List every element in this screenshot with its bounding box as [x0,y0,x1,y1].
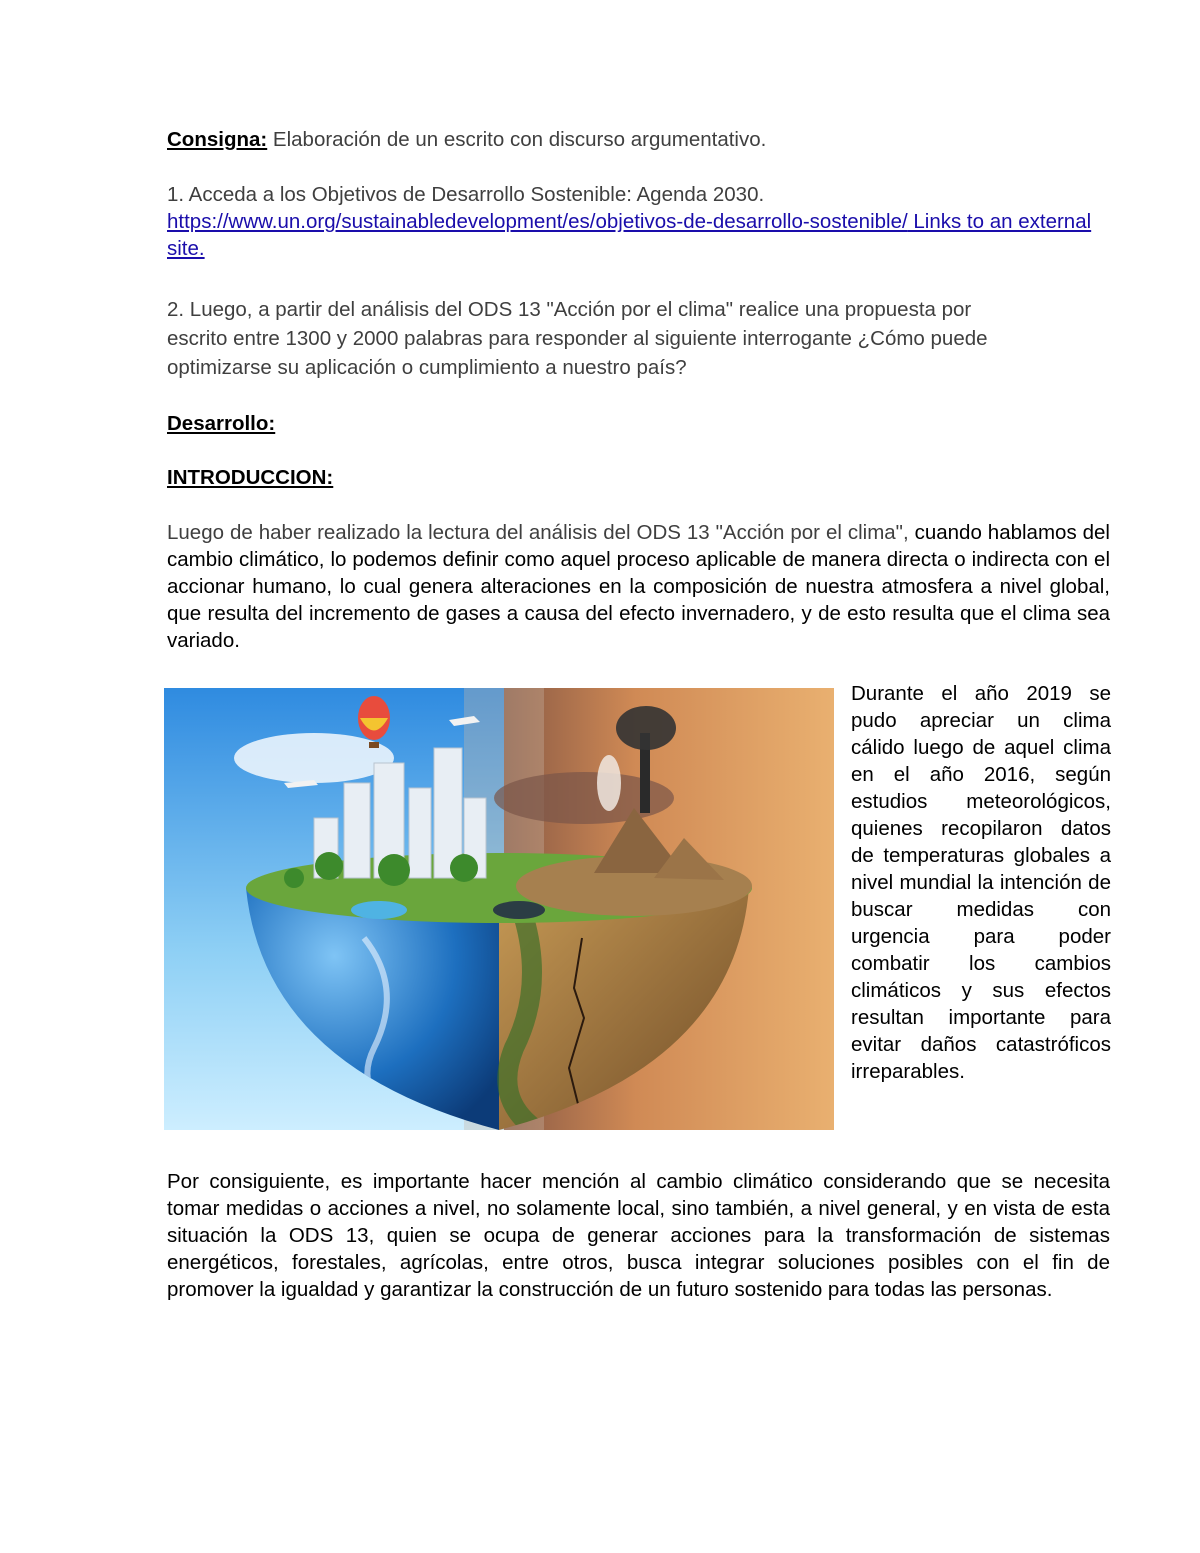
consigna-text: Elaboración de un escrito con discurso argumentativo. [267,128,767,151]
closing-paragraph: Por consiguiente, es importante hacer mención al cambio climático considerando que se necesita tomar medidas o acciones a nivel, no solamente local, sino también, a nivel general, y en vista de esta situación la ODS 13, quien se ocupa de generar acciones para la transformación de sistemas energéticos, forestales, agrícolas, entre otros, busca integrar soluciones posibles con el fin de promover la igualdad y garantizar la construcción de un futuro sostenido para todas las personas. [167,1170,1110,1301]
item-2-line-2: escrito entre 1300 y 2000 palabras para responder al siguiente interrogante ¿Cómo puede [167,327,988,350]
climate-earth-image [164,688,834,1130]
consigna-label: Consigna: [167,128,268,151]
consigna-line [167,126,1110,153]
intro-lead: Luego de haber realizado la lectura del análisis del ODS 13 "Acción por el clima", [167,521,909,544]
introduccion-heading: INTRODUCCION: [167,466,334,489]
external-site-link[interactable]: Links to an external site. [167,210,1092,260]
intro-rest: cuando hablamos del cambio climático, lo podemos definir como aquel proceso aplicable de manera directa o indirecta con el accionar humano, lo cual genera alteraciones en la composición de nuestra atmosfera a nivel global, que resulta del incremento de gases a causa del efecto invernadero, y de esto resulta que el clima sea variado. [167,521,1110,652]
side-paragraph: Durante el año 2019 se pudo apreciar un clima cálido luego de aquel clima en el año 2016, según estudios meteorológicos, quienes recopilaron datos de temperaturas globales a nivel mundial la intención de buscar medidas con urgencia para poder combatir los cambios climáticos y sus efectos resultan importante para evitar daños catastróficos irreparables. [851,682,1111,1083]
item-2-line-3: optimizarse su aplicación o cumplimiento a nuestro país? [167,356,687,379]
sdg-url-link[interactable]: https://www.un.org/sustainabledevelopment/es/objetivos-de-desarrollo-sostenible/ [167,210,908,233]
item-1-links [167,208,1110,262]
desarrollo-heading: Desarrollo: [167,412,276,435]
item-1-text: 1. Acceda a los Objetivos de Desarrollo Sostenible: Agenda 2030. [167,183,765,206]
intro-paragraph [167,519,1110,654]
item-2-line-1: 2. Luego, a partir del análisis del ODS 13 "Acción por el clima" realice una propuesta por [167,298,972,321]
